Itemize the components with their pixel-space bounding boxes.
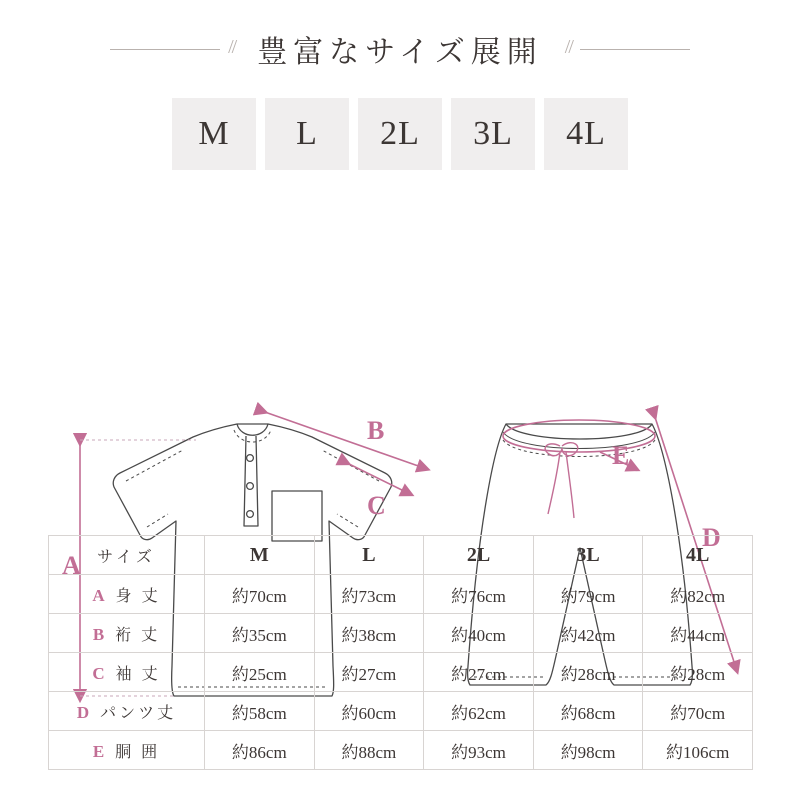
table-header-size: サイズ — [49, 536, 205, 575]
table-header-row — [49, 536, 753, 575]
cell-d-l: 約60cm — [314, 692, 424, 731]
header-slash-left: // — [228, 35, 236, 58]
size-chip-m: M — [172, 98, 256, 170]
cell-e-2l: 約93cm — [424, 731, 534, 770]
row-mark-c: C — [92, 663, 106, 683]
cell-e-3l: 約98cm — [533, 731, 643, 770]
row-name-a: 身 丈 — [115, 587, 161, 605]
row-head-d — [49, 692, 205, 731]
cell-b-m: 約35cm — [205, 614, 315, 653]
table-header-l: L — [314, 536, 424, 575]
row-mark-a: A — [92, 585, 106, 605]
drawstring-bow — [545, 443, 578, 518]
cell-e-4l: 約106cm — [643, 731, 753, 770]
cell-b-l: 約38cm — [314, 614, 424, 653]
size-table — [48, 535, 753, 770]
row-name-b: 裄 丈 — [115, 626, 161, 644]
measure-e-label: E — [612, 441, 630, 470]
row-name-d: パンツ丈 — [100, 704, 177, 722]
cell-c-3l: 約28cm — [533, 653, 643, 692]
row-name-e: 胴 囲 — [115, 743, 161, 761]
row-head-a — [49, 575, 205, 614]
table-row — [49, 692, 753, 731]
row-name-c: 袖 丈 — [115, 665, 161, 683]
size-chip-l: L — [265, 98, 349, 170]
cell-d-2l: 約62cm — [424, 692, 534, 731]
table-header-4l: 4L — [643, 536, 753, 575]
cell-c-l: 約27cm — [314, 653, 424, 692]
row-head-c — [49, 653, 205, 692]
measure-a-label: A — [62, 551, 81, 580]
cell-a-2l: 約76cm — [424, 575, 534, 614]
cell-d-4l: 約70cm — [643, 692, 753, 731]
size-chip-4l: 4L — [544, 98, 628, 170]
cell-d-m: 約58cm — [205, 692, 315, 731]
header-slash-right: // — [564, 35, 572, 58]
table-row — [49, 653, 753, 692]
header-rule-left — [110, 49, 220, 50]
page-title: 豊富なサイズ展開 — [257, 36, 543, 69]
table-row — [49, 731, 753, 770]
cell-c-2l: 約27cm — [424, 653, 534, 692]
table-header-3l: 3L — [533, 536, 643, 575]
size-chip-2l: 2L — [358, 98, 442, 170]
cell-e-l: 約88cm — [314, 731, 424, 770]
cell-c-4l: 約28cm — [643, 653, 753, 692]
table-header-m: M — [205, 536, 315, 575]
cell-b-2l: 約40cm — [424, 614, 534, 653]
measure-d-label: D — [702, 523, 721, 552]
size-table-wrapper — [48, 535, 752, 770]
measure-c-arrow — [345, 462, 408, 493]
cell-a-m: 約70cm — [205, 575, 315, 614]
cell-c-m: 約25cm — [205, 653, 315, 692]
measure-c-label: C — [367, 491, 386, 520]
cell-d-3l: 約68cm — [533, 692, 643, 731]
size-chip-list — [0, 98, 800, 170]
cell-a-4l: 約82cm — [643, 575, 753, 614]
page-header — [0, 14, 800, 84]
size-chip-3l: 3L — [451, 98, 535, 170]
measure-e-arrow — [503, 420, 655, 468]
row-head-e — [49, 731, 205, 770]
row-mark-e: E — [92, 741, 106, 761]
cell-a-3l: 約79cm — [533, 575, 643, 614]
measure-b-arrow — [262, 411, 424, 468]
cell-b-4l: 約44cm — [643, 614, 753, 653]
cell-a-l: 約73cm — [314, 575, 424, 614]
row-head-b — [49, 614, 205, 653]
table-row — [49, 575, 753, 614]
header-rule-right — [580, 49, 690, 50]
row-mark-d: D — [76, 702, 91, 722]
cell-e-m: 約86cm — [205, 731, 315, 770]
cell-b-3l: 約42cm — [533, 614, 643, 653]
measure-b-label: B — [367, 416, 385, 445]
table-header-2l: 2L — [424, 536, 534, 575]
table-row — [49, 614, 753, 653]
row-mark-b: B — [92, 624, 106, 644]
